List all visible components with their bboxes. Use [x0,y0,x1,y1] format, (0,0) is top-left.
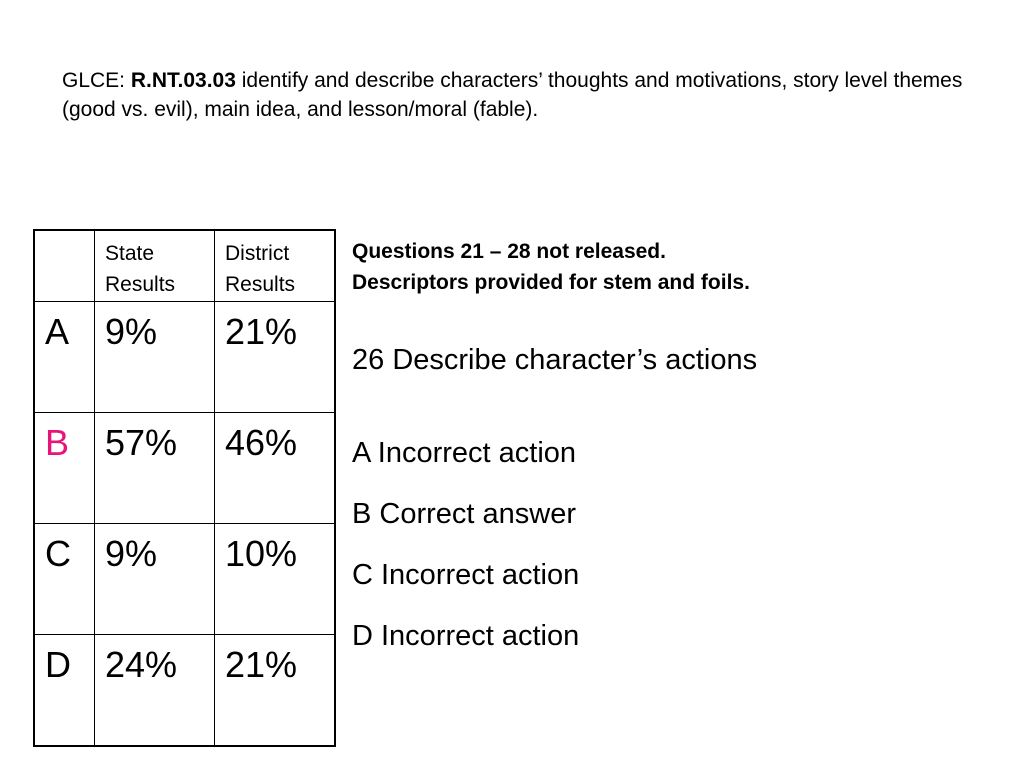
header-state-results [95,230,215,302]
header-district-line2: Results [225,273,296,296]
answer-d: D Incorrect action [352,620,580,652]
not-released-note: Questions 21 – 28 not released. [352,240,666,263]
header-state-line2: Results [105,273,176,296]
table-row [34,302,335,413]
row-letter: A [34,302,95,413]
table-row [34,413,335,524]
question-stem: 26 Describe character’s actions [352,344,758,376]
glce-code: R.NT.03.03 [130,69,236,92]
row-district-value: 46% [215,413,336,524]
header-blank-cell [34,230,95,302]
row-letter: D [34,635,95,747]
results-table [33,229,336,747]
table-row [34,524,335,635]
row-state-value: 24% [95,635,215,747]
row-district-value: 21% [215,635,336,747]
header-district-results [215,230,336,302]
table-header-row [34,230,335,302]
descriptors-note: Descriptors provided for stem and foils. [352,271,750,294]
header-state-line1: State [105,242,155,265]
row-letter: C [34,524,95,635]
row-state-value: 9% [95,524,215,635]
row-state-value: 57% [95,413,215,524]
glce-heading [62,66,982,124]
answer-a: A Incorrect action [352,437,577,469]
header-district-line1: District [225,242,290,265]
row-district-value: 10% [215,524,336,635]
correct-letter: B [45,422,70,463]
table-row [34,635,335,747]
question-notes [352,236,992,679]
row-district-value: 21% [215,302,336,413]
answer-b: B Correct answer [352,498,577,530]
answer-list [352,435,992,654]
row-state-value: 9% [95,302,215,413]
answer-c: C Incorrect action [352,559,580,591]
glce-description: identify and describe characters’ thoughts and motivations, story level themes (good vs. evil), main idea, and lesson/moral (fable). [62,69,963,121]
glce-prefix: GLCE: [62,69,131,92]
row-letter [34,413,95,524]
